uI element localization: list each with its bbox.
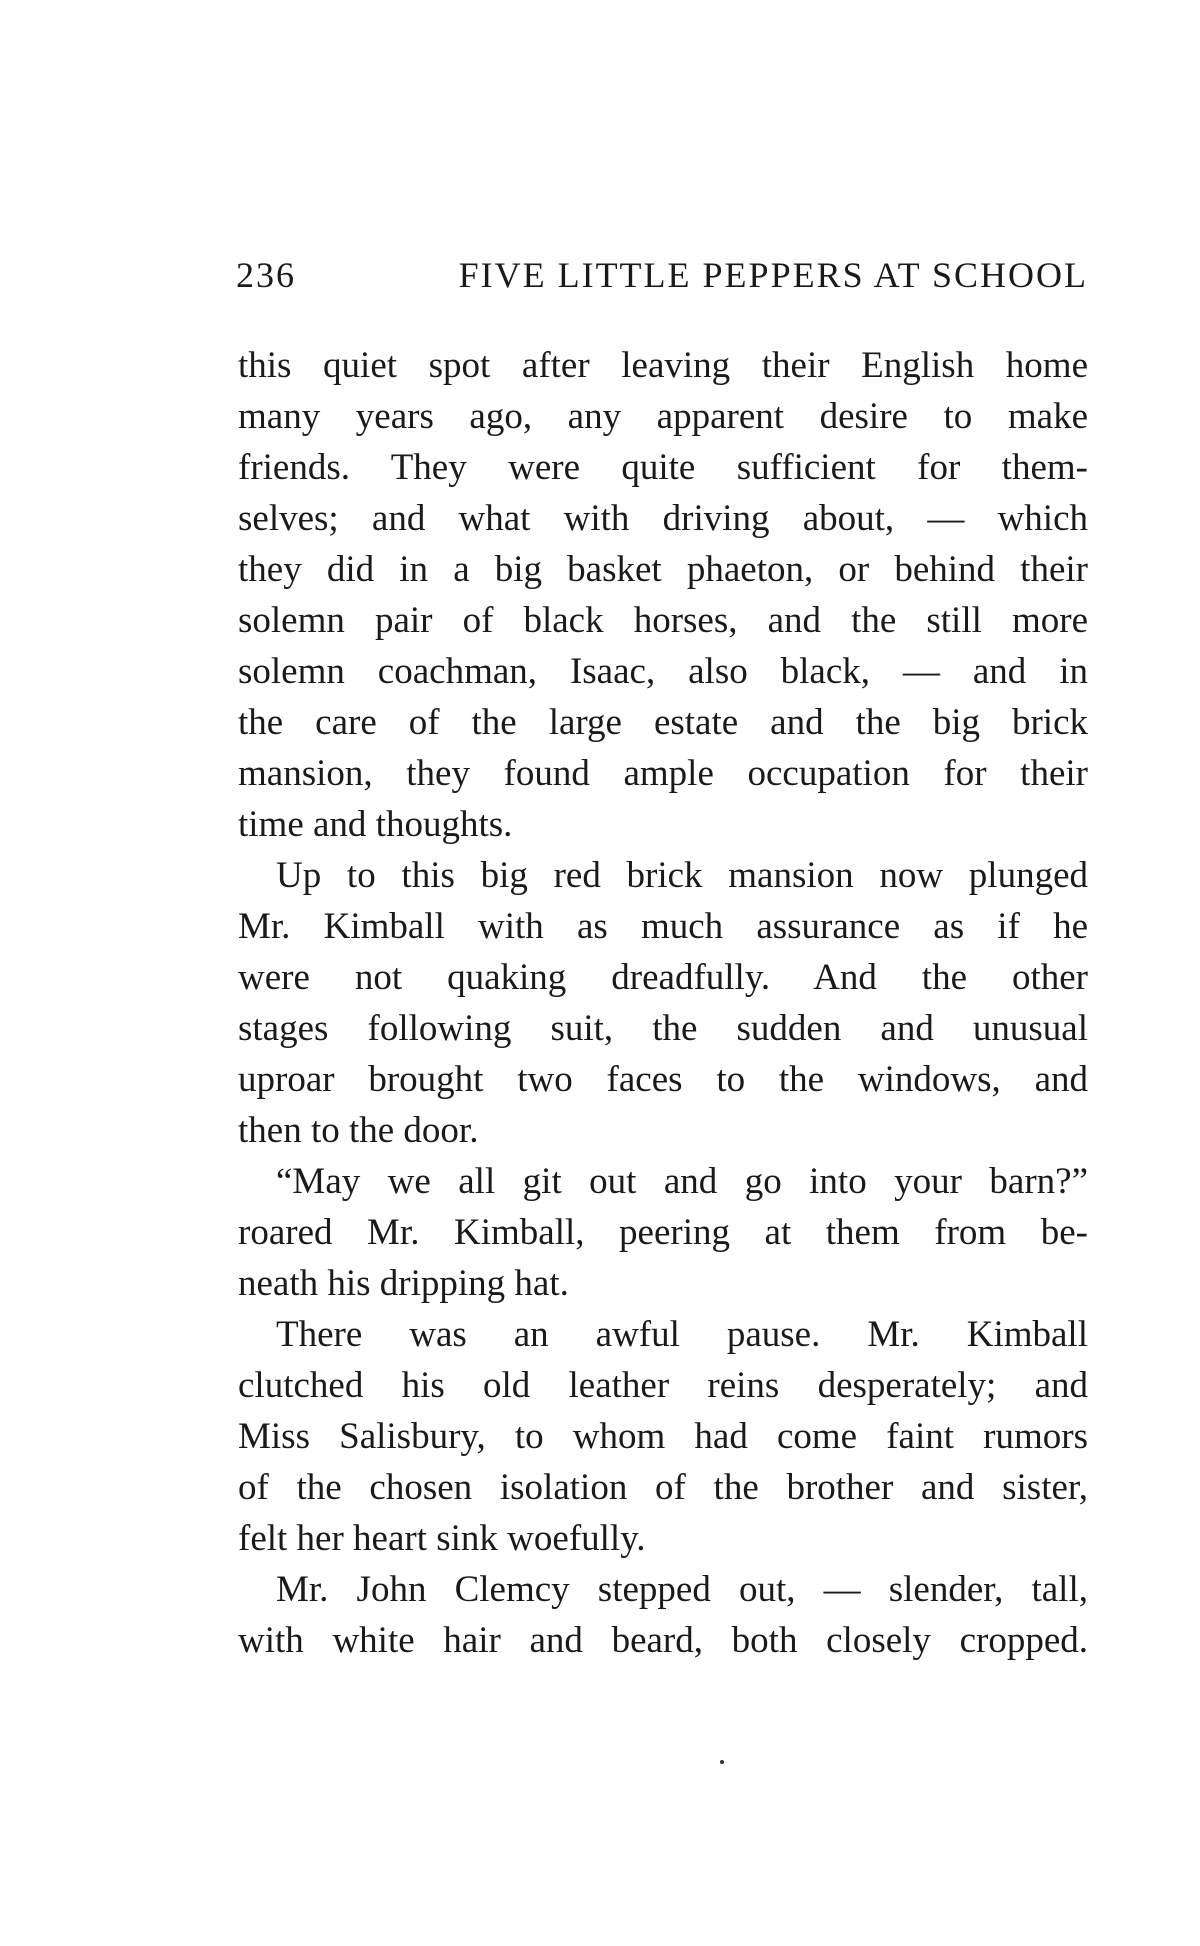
text-line: clutched his old leather reins desperately; and <box>238 1365 1088 1406</box>
text-line: of the chosen isolation of the brother and sister, <box>238 1467 1088 1508</box>
text-line: time and thoughts. <box>238 804 513 845</box>
paragraph <box>238 340 1088 850</box>
ink-speck <box>720 1760 724 1764</box>
running-head <box>236 250 1088 300</box>
text-line: they did in a big basket phaeton, or behind their <box>238 549 1088 590</box>
text-line: Mr. Kimball with as much assurance as if he <box>238 906 1088 947</box>
text-line: neath his dripping hat. <box>238 1263 569 1304</box>
text-line: with white hair and beard, both closely cropped. <box>238 1620 1088 1661</box>
text-line: selves; and what with driving about, — which <box>238 498 1088 539</box>
body-text <box>238 340 1088 1666</box>
text-line: many years ago, any apparent desire to make <box>238 396 1088 437</box>
text-line: the care of the large estate and the big brick <box>238 702 1088 743</box>
text-line: this quiet spot after leaving their English home <box>238 345 1088 386</box>
text-line: “May we all git out and go into your barn?” <box>276 1161 1088 1202</box>
text-line: roared Mr. Kimball, peering at them from be- <box>238 1212 1088 1253</box>
text-line: friends. They were quite sufficient for them- <box>238 447 1088 488</box>
text-line: felt her heart sink woefully. <box>238 1518 646 1559</box>
text-line: Mr. John Clemcy stepped out, — slender, tall, <box>276 1569 1088 1610</box>
book-title: FIVE LITTLE PEPPERS AT SCHOOL <box>458 255 1088 295</box>
text-line: were not quaking dreadfully. And the other <box>238 957 1088 998</box>
text-line: solemn pair of black horses, and the still more <box>238 600 1088 641</box>
page-number: 236 <box>236 255 296 295</box>
text-line: solemn coachman, Isaac, also black, — and in <box>238 651 1088 692</box>
paragraph <box>238 850 1088 1156</box>
text-line: mansion, they found ample occupation for their <box>238 753 1088 794</box>
text-line: Miss Salisbury, to whom had come faint rumors <box>238 1416 1088 1457</box>
text-line: There was an awful pause. Mr. Kimball <box>276 1314 1088 1355</box>
paragraph <box>238 1156 1088 1309</box>
text-line: stages following suit, the sudden and unusual <box>238 1008 1088 1049</box>
text-line: uproar brought two faces to the windows, and <box>238 1059 1088 1100</box>
text-line: then to the door. <box>238 1110 479 1151</box>
paragraph <box>238 1309 1088 1564</box>
paragraph <box>238 1564 1088 1666</box>
text-line: Up to this big red brick mansion now plunged <box>276 855 1088 896</box>
